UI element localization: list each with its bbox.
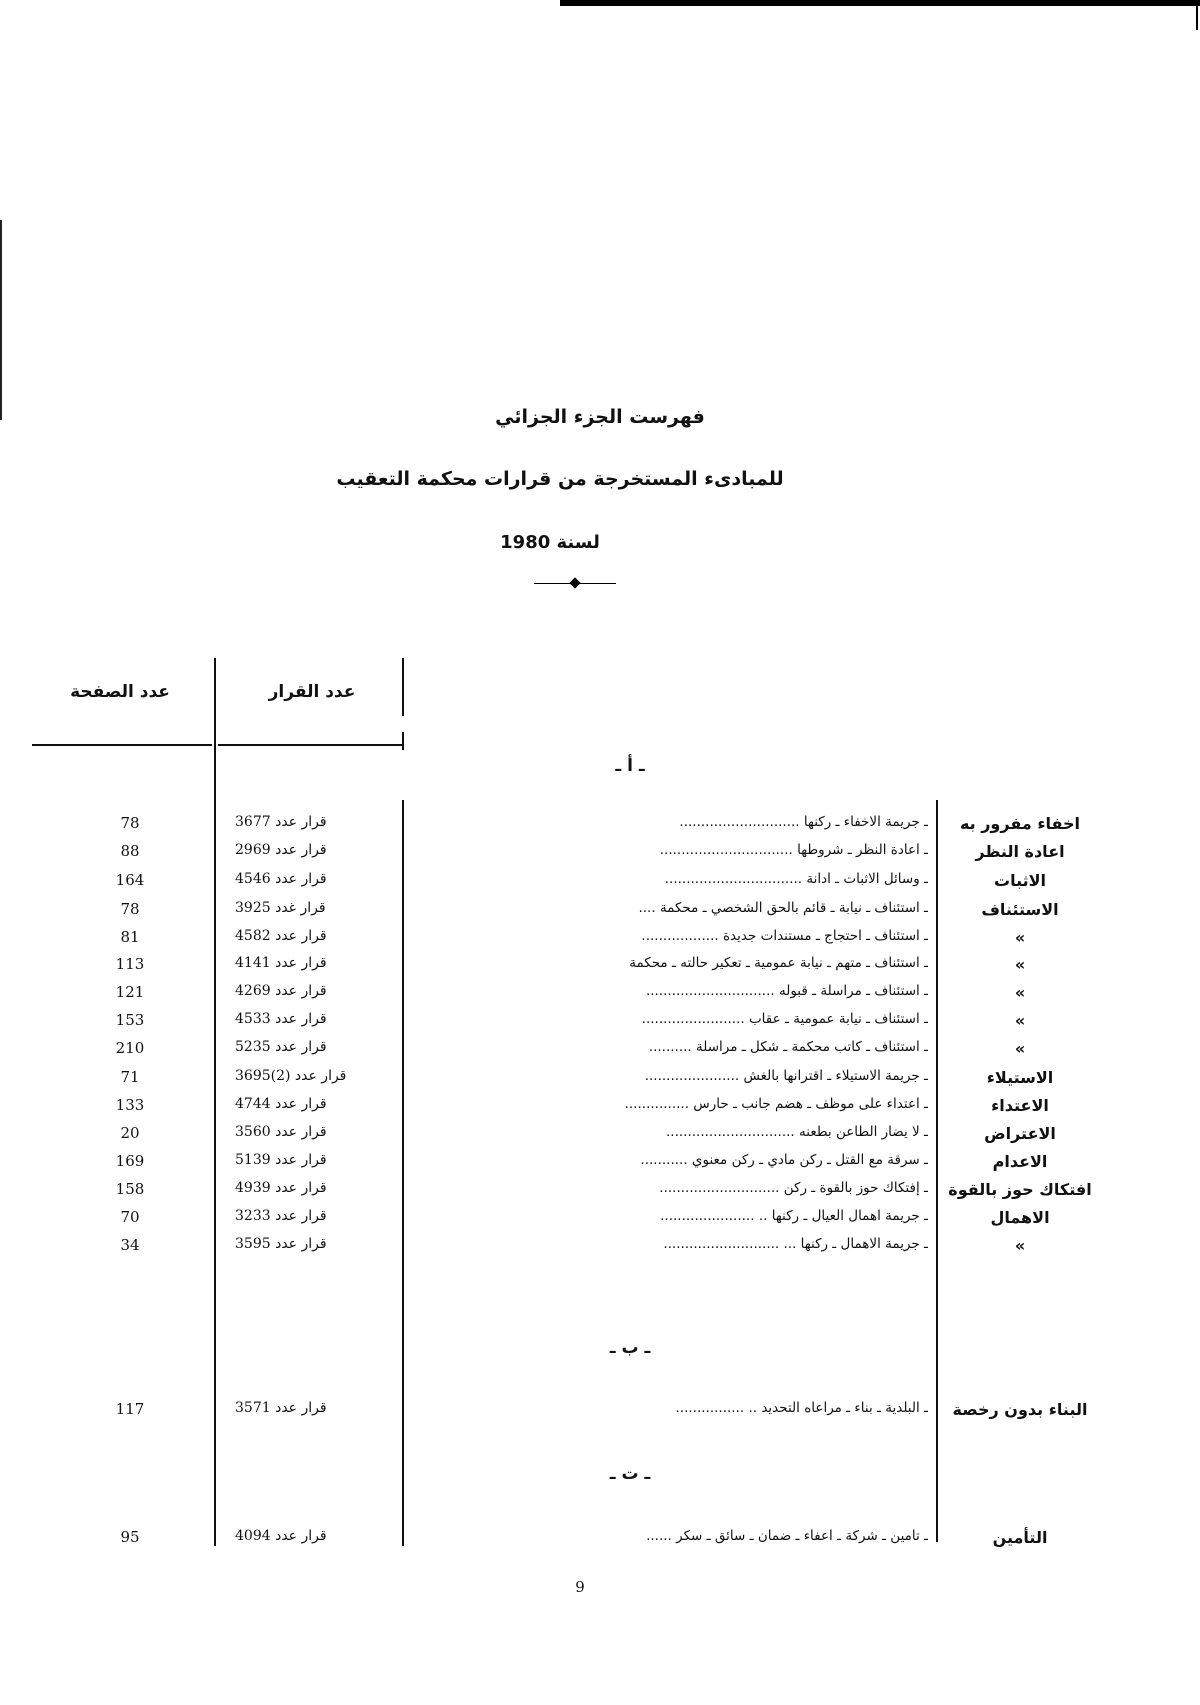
leader-dots: .................. xyxy=(641,928,719,944)
description-text: ـ جريمة الاهمال ـ ركنها ... xyxy=(783,1236,928,1252)
page-count: 81 xyxy=(120,928,140,946)
description-text: ـ سرقة مع القتل ـ ركن مادي ـ ركن معنوي xyxy=(691,1152,928,1168)
decision-ref xyxy=(235,1236,385,1252)
header-page-count: عدد الصفحة xyxy=(70,682,170,702)
leader-dots: ...................... xyxy=(660,1208,755,1224)
index-row xyxy=(0,1236,1200,1264)
subject-keyword: » xyxy=(1014,928,1026,947)
decision-ref xyxy=(235,1096,385,1112)
leader-dots: ................................ xyxy=(664,871,803,887)
principle-description xyxy=(408,1400,928,1416)
decision-number: 3560 xyxy=(235,1124,271,1140)
document-title: فهرست الجزء الجزائي xyxy=(495,406,705,428)
principle-description xyxy=(408,842,928,858)
subject-keyword: التأمين xyxy=(992,1528,1048,1547)
subject-keyword: » xyxy=(1014,1039,1026,1058)
page-count: 20 xyxy=(120,1124,140,1142)
index-row xyxy=(0,842,1200,870)
subject-keyword: » xyxy=(1014,1011,1026,1030)
principle-description xyxy=(408,1236,928,1252)
leader-dots: ............................ xyxy=(659,1180,780,1196)
leader-dots: .............................. xyxy=(645,983,775,999)
description-text: ـ استئناف ـ كاتب محكمة ـ شكل ـ مراسلة xyxy=(696,1039,928,1055)
decision-number: 3571 xyxy=(235,1400,271,1416)
index-row xyxy=(0,928,1200,956)
page-count: 34 xyxy=(120,1236,140,1254)
decision-number: 5235 xyxy=(235,1039,271,1055)
column-rule-header-tick xyxy=(402,732,404,750)
description-text: ـ استئناف ـ احتجاج ـ مستندات جديدة xyxy=(722,928,928,944)
decision-number: 5139 xyxy=(235,1152,271,1168)
decision-ref xyxy=(235,1528,385,1544)
page-count: 113 xyxy=(115,955,145,973)
decision-ref xyxy=(235,1124,385,1140)
decision-ref xyxy=(235,1208,385,1224)
decision-label: قرار عدد xyxy=(275,1096,327,1112)
subject-keyword: » xyxy=(1014,955,1026,974)
principle-description xyxy=(408,1096,928,1112)
decision-label: قرار غدد xyxy=(275,900,326,916)
page-number: 9 xyxy=(575,1578,585,1596)
decision-label: قرار عدد xyxy=(275,1400,327,1416)
leader-dots: ................ xyxy=(675,1400,745,1416)
decision-label: قرار عدد xyxy=(275,1152,327,1168)
column-rule-header-right xyxy=(402,658,404,716)
decision-ref xyxy=(235,871,385,887)
leader-dots: ............... xyxy=(624,1096,689,1112)
decision-label: قرار عدد xyxy=(294,1068,347,1084)
decision-number: 3677 xyxy=(235,814,271,830)
leader-dots: .... xyxy=(638,900,656,916)
subject-keyword: الاعدام xyxy=(992,1152,1048,1171)
decision-number: 4744 xyxy=(235,1096,271,1112)
index-row xyxy=(0,1180,1200,1208)
page-count: 88 xyxy=(120,842,140,860)
subject-keyword: اعادة النظر xyxy=(975,842,1065,861)
header-underline-decision xyxy=(218,744,402,746)
page-count: 121 xyxy=(115,983,145,1001)
page-count: 117 xyxy=(115,1400,145,1418)
leader-dots: ........................... xyxy=(663,1236,780,1252)
description-text: ـ استئناف ـ نيابة عمومية ـ عقاب xyxy=(748,1011,928,1027)
leader-dots: ............................... xyxy=(659,842,793,858)
decision-number: 4939 xyxy=(235,1180,271,1196)
diamond-icon xyxy=(569,577,580,588)
decision-number: 4546 xyxy=(235,871,271,887)
subject-keyword: افتكاك حوز بالقوة xyxy=(948,1180,1092,1199)
index-row xyxy=(0,1528,1200,1556)
decision-ref xyxy=(235,955,385,971)
principle-description xyxy=(408,1208,928,1224)
subject-keyword: الاستيلاء xyxy=(986,1068,1054,1087)
header-decision-number: عدد القرار xyxy=(268,682,356,702)
subject-keyword: الاثبات xyxy=(993,871,1047,890)
description-text: ـ استئناف ـ متهم ـ نيابة عمومية ـ تعكير حالته ـ محكمة xyxy=(629,955,928,971)
principle-description xyxy=(408,900,928,916)
principle-description xyxy=(408,955,928,971)
principle-description xyxy=(408,1011,928,1027)
document-subtitle: للمبادىء المستخرجة من قرارات محكمة التعقيب xyxy=(336,468,784,490)
decision-label: قرار عدد xyxy=(275,814,327,830)
principle-description xyxy=(408,871,928,887)
subject-keyword: الاستئناف xyxy=(981,900,1059,919)
description-text: ـ وسائل الاثبات ـ ادانة xyxy=(806,871,928,887)
index-row xyxy=(0,1039,1200,1067)
subject-keyword: الاهمال xyxy=(990,1208,1050,1227)
decision-label: قرار عدد xyxy=(275,1180,327,1196)
subject-keyword: » xyxy=(1014,1236,1026,1255)
leader-dots: ........... xyxy=(640,1152,688,1168)
principle-description xyxy=(408,1068,928,1084)
leader-dots: ............................ xyxy=(679,814,800,830)
decision-ref xyxy=(235,814,385,830)
document-year: لسنة 1980 xyxy=(500,532,600,553)
page-count: 164 xyxy=(115,871,145,889)
scan-edge-left xyxy=(0,220,2,420)
index-row xyxy=(0,1400,1200,1428)
decision-label: قرار عدد xyxy=(275,1124,327,1140)
section-letter-alif: ـ أ ـ xyxy=(615,756,645,776)
decision-ref xyxy=(235,983,385,999)
section-letter-ta: ـ ت ـ xyxy=(609,1464,651,1484)
description-text: ـ تامين ـ شركة ـ اعفاء ـ ضمان ـ سائق ـ سكر xyxy=(676,1528,928,1544)
description-text: ـ البلدية ـ بناء ـ مراعاه التحديد .. xyxy=(748,1400,928,1416)
description-text: ـ استئناف ـ نيابة ـ قائم بالحق الشخصي ـ محكمة xyxy=(659,900,928,916)
principle-description xyxy=(408,1152,928,1168)
leader-dots: .......... xyxy=(648,1039,692,1055)
page-count: 158 xyxy=(115,1180,145,1198)
index-row xyxy=(0,814,1200,842)
principle-description xyxy=(408,928,928,944)
page-count: 153 xyxy=(115,1011,145,1029)
index-row xyxy=(0,1096,1200,1124)
principle-description xyxy=(408,1528,928,1544)
principle-description xyxy=(408,1124,928,1140)
page-count: 169 xyxy=(115,1152,145,1170)
description-text: ـ جريمة الاخفاء ـ ركنها xyxy=(803,814,928,830)
decision-ref xyxy=(235,842,385,858)
decision-ref xyxy=(235,900,385,916)
index-row xyxy=(0,1152,1200,1180)
page-count: 133 xyxy=(115,1096,145,1114)
page-count: 78 xyxy=(120,814,140,832)
decision-label: قرار عدد xyxy=(275,955,327,971)
decision-number: 4269 xyxy=(235,983,271,999)
index-row xyxy=(0,1011,1200,1039)
leader-dots: ...................... xyxy=(644,1068,740,1084)
subject-keyword: » xyxy=(1014,983,1026,1002)
decision-ref xyxy=(235,1400,385,1416)
decision-label: قرار عدد xyxy=(275,1528,327,1544)
subject-keyword: الاعتداء xyxy=(991,1096,1049,1115)
subject-keyword: البناء بدون رخصة xyxy=(952,1400,1088,1419)
decision-number: 4533 xyxy=(235,1011,271,1027)
description-text: ـ لا يضار الطاعن بطعنه xyxy=(799,1124,928,1140)
index-row xyxy=(0,955,1200,983)
principle-description xyxy=(408,1039,928,1055)
decision-label: قرار عدد xyxy=(275,1208,327,1224)
principle-description xyxy=(408,983,928,999)
decision-label: قرار عدد xyxy=(275,1039,327,1055)
index-row xyxy=(0,1124,1200,1152)
decision-label: قرار عدد xyxy=(275,1236,327,1252)
decision-label: قرار عدد xyxy=(275,983,327,999)
description-text: ـ جريمة الاستيلاء ـ اقترانها بالغش xyxy=(743,1068,928,1084)
ornament-divider xyxy=(534,578,616,590)
page-count: 95 xyxy=(120,1528,140,1546)
decision-ref xyxy=(235,1068,385,1084)
leader-dots: ...... xyxy=(646,1528,672,1544)
index-row xyxy=(0,871,1200,899)
decision-number: 3595 xyxy=(235,1236,271,1252)
header-underline-page xyxy=(32,744,212,746)
index-row xyxy=(0,983,1200,1011)
decision-number: 4582 xyxy=(235,928,271,944)
decision-ref xyxy=(235,928,385,944)
description-text: ـ اعتداء على موظف ـ هضم جانب ـ حارس xyxy=(693,1096,928,1112)
description-text: ـ استئناف ـ مراسلة ـ قبوله xyxy=(778,983,928,999)
page-count: 71 xyxy=(120,1068,140,1086)
page-count: 210 xyxy=(115,1039,145,1057)
scan-edge-top xyxy=(560,0,1200,6)
page-count: 70 xyxy=(120,1208,140,1226)
decision-number: 3695(2) xyxy=(235,1068,291,1084)
decision-ref xyxy=(235,1039,385,1055)
description-text: ـ إفتكاك حوز بالقوة ـ ركن xyxy=(783,1180,928,1196)
index-row xyxy=(0,900,1200,928)
index-row xyxy=(0,1208,1200,1236)
decision-number: 2969 xyxy=(235,842,271,858)
leader-dots: ........................ xyxy=(641,1011,745,1027)
decision-number: 4141 xyxy=(235,955,271,971)
decision-number: 3925 xyxy=(235,900,271,916)
leader-dots: .............................. xyxy=(665,1124,795,1140)
description-text: ـ جريمة اهمال العيال ـ ركنها .. xyxy=(758,1208,928,1224)
subject-keyword: اخفاء مفرور به xyxy=(959,814,1081,833)
scan-edge-right xyxy=(1196,0,1198,30)
decision-label: قرار عدد xyxy=(275,842,327,858)
decision-label: قرار عدد xyxy=(275,871,327,887)
decision-ref xyxy=(235,1011,385,1027)
decision-number: 3233 xyxy=(235,1208,271,1224)
principle-description xyxy=(408,1180,928,1196)
principle-description xyxy=(408,814,928,830)
description-text: ـ اعادة النظر ـ شروطها xyxy=(797,842,928,858)
decision-label: قرار عدد xyxy=(275,928,327,944)
section-letter-ba: ـ ب ـ xyxy=(609,1338,651,1358)
decision-number: 4094 xyxy=(235,1528,271,1544)
decision-ref xyxy=(235,1180,385,1196)
page-count: 78 xyxy=(120,900,140,918)
index-row xyxy=(0,1068,1200,1096)
subject-keyword: الاعتراض xyxy=(984,1124,1056,1143)
decision-label: قرار عدد xyxy=(275,1011,327,1027)
decision-ref xyxy=(235,1152,385,1168)
